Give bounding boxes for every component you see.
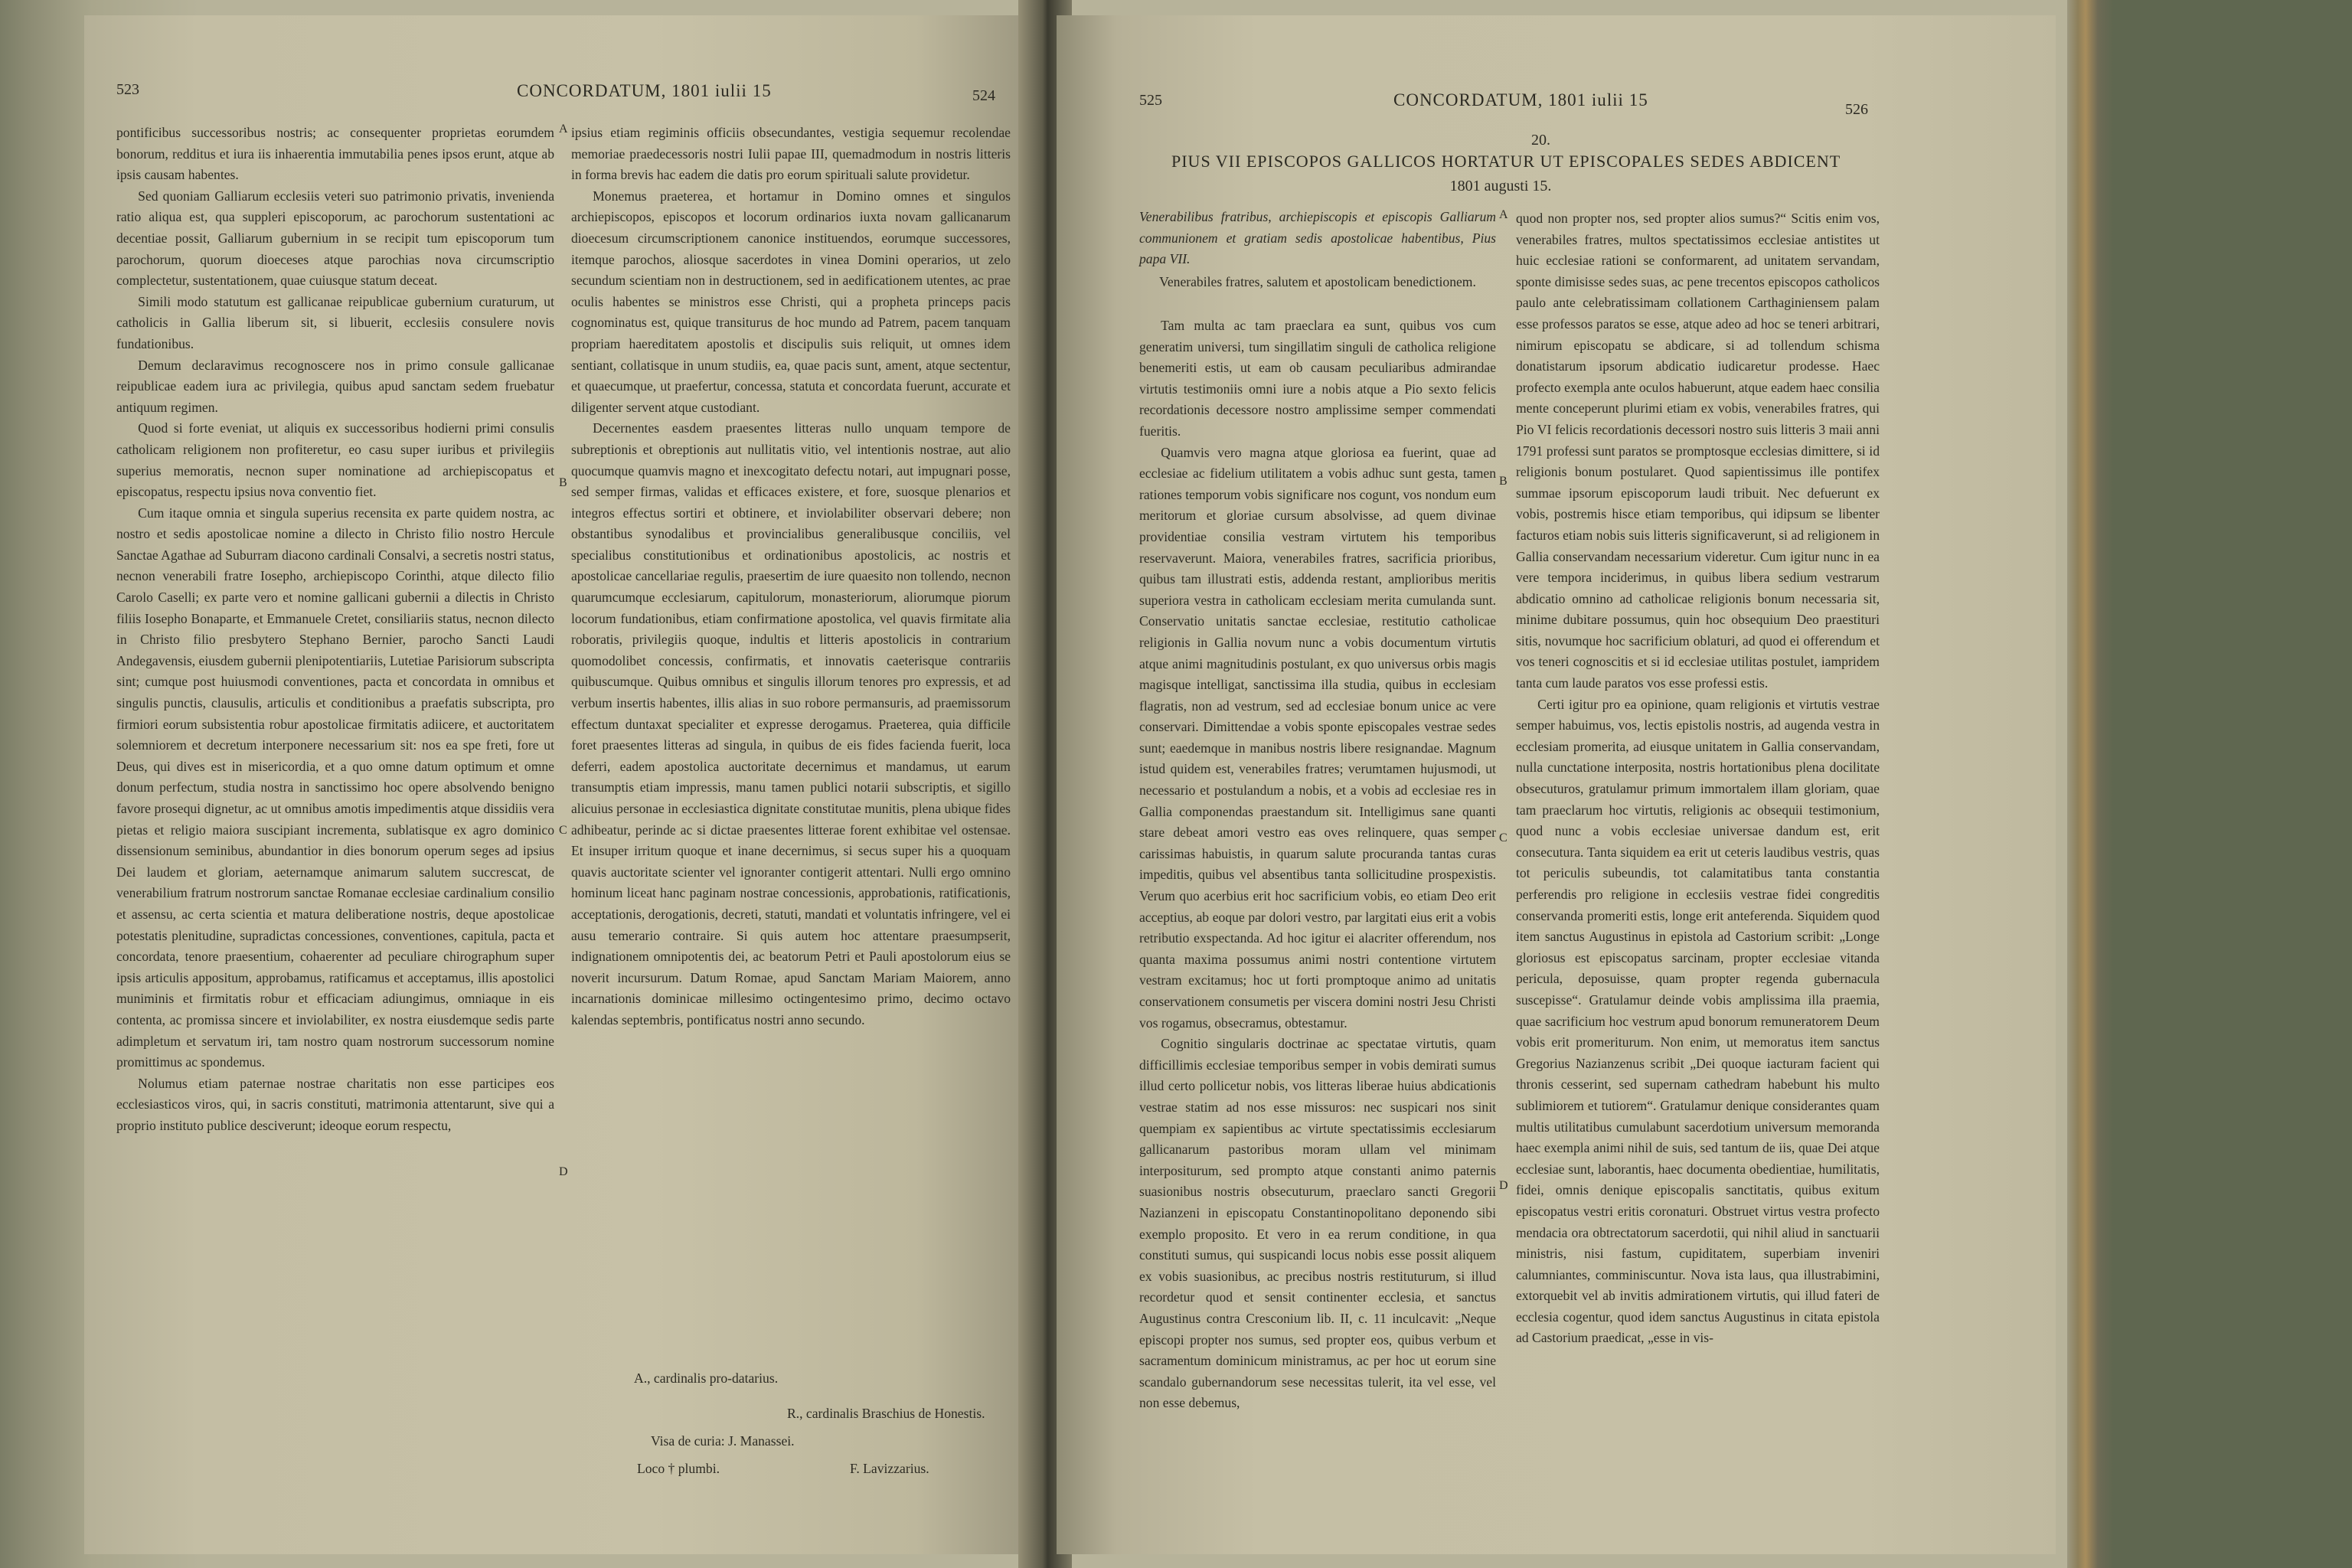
margin-marker: C [559, 824, 567, 837]
paragraph: Tam multa ac tam praeclara ea sunt, quibus vos cum generatim universi, tum singillatim singuli de catholica religione benemeriti estis, ut eam ob causam peculiaribus admirandae virtutis testimoniis omni iure a nobis atque a Pio sexto felicis recordationis decessore nostro amplissime semper commendati fueritis. [1139, 318, 1496, 439]
left-page [84, 15, 1030, 1554]
text-column-right [571, 122, 1011, 1031]
page-number: 524 [972, 87, 995, 104]
paragraph: Nolumus etiam paternae nostrae charitatis non esse participes eos ecclesiasticos viros, qui, in sacris constituti, matrimonia attentarunt, sive qui a proprio instituto publice desciverunt; ideoque eorum respectu, [116, 1075, 554, 1133]
margin-marker: A [559, 122, 568, 136]
margin-marker: D [559, 1165, 568, 1178]
visa-de-curia: Visa de curia: J. Manassei. [651, 1433, 795, 1449]
paragraph: Monemus praeterea, et hortamur in Domino omnes et singulos archiepiscopos, episcopos et locorum ordinarios iuxta novam gallicanarum dioecesum circumscriptionem canonice instituendos, eorumque successores, itemque parochos, aliosque sacerdotes in vinea Domini operarios, ut zelo secundum scientiam non in destructionem, sed in aedificationem utentes, ac prae oculis habentes se ministros esse Christi, qui a propheta princeps pacis cognominatus est, quique transiturus de hoc mundo ad Patrem, pacem tanquam propriam haereditatem apostolis et discipulis suis reliquit, ut omnes idem sentiant, collatisque in unum studiis, ea, quae pacis sunt, ament, atque sectentur, et quaecumque, ut praefertur, concessa, statuta et concordata fuerunt, accurate et diligenter servent atque custodiant. [571, 188, 1011, 415]
page-number: 525 [1139, 92, 1162, 109]
paragraph: pontificibus successoribus nostris; ac consequenter proprietas eorumdem bonorum, redditus et iura iis inhaerentia immutabilia penes ipsos erunt, atque ab ipsis causam habentes. [116, 125, 554, 183]
text-column-left [116, 122, 554, 1137]
running-head: CONCORDATUM, 1801 iulii 15 [1393, 90, 1648, 109]
paragraph: Certi igitur pro ea opinione, quam religionis et virtutis vestrae semper habuimus, vos, lectis epistolis nostris, ad augenda vestra in ecclesiam promerita, ad eiusque unitatem in Gallia conservandam, nulla cunctatione interposita, nostris hortationibus plena docilitate obsecuturos, gratulamur primum immortalem illam gloriam, quae tam praeclarum hoc virtutis, religionis ac obsequii testimonium, quod nunc a vobis ecclesiae universae dandum est, erit consecutura. Tanta siquidem ea erit ut ceteris laudibus vestris, quas tot periculis subeundis, tot calamitatibus tanta constantia perferendis pro religione in ecclesiis vestrae fidei congreditis conservanda promeriti estis, longe erit anteferenda. Siquidem quod item sanctus Augustinus in epistola ad Castorium scribit: „Longe gloriosus est episcopatus sarcinam, propter ecclesiae vitanda pericula, deposuisse, quam propter regenda gubernacula suscepisse“. Gratulamur deinde vobis amplissima illa praemia, quae sacrificium hoc vestrum apud bonorum remuneratorem Deum vobis erit promeriturum. Non enim, ut memoratus item sanctus Gregorius Nazianzenus scribit „Dei quoque iacturam facient qui thronis cesserint, sed supernam cathedram habebunt his multo sublimiorem et tutiorem“. Gratulamur denique considerantes quam multis utilitatibus cumulabunt sacerdotium universum memoranda haec exempla animi nihil de suis, sed tantum de iis, quae Dei atque ecclesiae sunt, laborantis, haec documenta obedientiae, humilitatis, fidei, omnis denique episcopalis sanctitatis, quibus exitum episcopatus vestri eritis coronaturi. Obstruet virtus vestra profecto mendacia ora obtrectatorum sacerdotii, qui nihil aliud in sanctuarii ministris, nisi fastum, cupiditatem, superbiam inveniri calumniantes, comminiscuntur. Nova ista laus, qua illustrabimini, extorquebit vel ab invitis admirationem virtutis, qui illud fateri de ecclesia cogentur, quod idem sanctus Augustinus in citata epistola ad Castorium praedicat, „esse in vis- [1516, 696, 1880, 1346]
paragraph: Cognitio singularis doctrinae ac spectatae virtutis, quam difficillimis ecclesiae temporibus semper in vobis demirati sumus illud certo pollicetur nobis, vos litteras liberae huius abdicationis vestrae statim ad nos esse missuros: nec suspicari nos sinit quempiam ex sapientibus ac virtute spectatissimis ecclesiarum gallicanarum pastoribus moram ullam vel minimam interpositurum, sed prompto atque constanti animo paternis suasionibus nostris obsecuturum, praeclaro sancti Gregorii Nazianzeni in episcopatu Constantinopolitano deponendo sibi exemplo proposito. Et vero in ea rerum conditione, in qua constituti sumus, qui suspicandi locus nobis esse possit aliquem ex vobis suasionibus, ac precibus nostris restituturum, si illud recordetur quod et sensit continenter ecclesia, et sanctus Augustinus contra Cresconium lib. II, c. 11 inculcavit: „Neque episcopi propter nos sumus, sed propter eos, quibus verbum et sacramentum dominicum ministramus, ac per hoc ut eorum sine scandalo gubernandorum sese necessitas tulerit, ita vel esse, vel non esse debemus, [1139, 1036, 1496, 1411]
book-cover-edge [2067, 0, 2352, 1568]
loco-plumbi: Loco † plumbi. [637, 1461, 720, 1476]
right-page [1057, 15, 2056, 1554]
running-head: CONCORDATUM, 1801 iulii 15 [517, 81, 772, 100]
document-title: PIUS VII EPISCOPOS GALLICOS HORTATUR UT EPISCOPALES SEDES ABDICENT [1171, 152, 1841, 171]
signature-prodatarius: A., cardinalis pro-datarius. [634, 1370, 779, 1386]
paragraph: Decernentes easdem praesentes litteras nullo unquam tempore de subreptionis et obreptionis aut nullitatis vitio, vel intentionis nostrae, aut alio quocumque quamvis magno et inexcogitato defectu notari, aut impugnari posse, sed semper firmas, validas et efficaces existere, et fore, suosque plenarios et integros effectus sortiri et obtinere, et inviolabiliter observari debere; non obstantibus synodalibus et provincialibus generalibusque conciliis, vel specialibus constitutionibus et ordinationibus apostolicis, ac nostris et apostolicae cancellariae regulis, praesertim de iure quaesito non tollendo, necnon quarumcumque ecclesiarum, capitulorum, monasteriorum, aliorumque piorum locorum fundationibus, etiam confirmatione apostolica, vel quavis firmitate alia roboratis, privilegiis quoque, indultis et litteris apostolicis in contrarium quomodolibet concessis, confirmatis, et innovatis caeterisque contrariis quibuscumque. Quibus omnibus et singulis illorum tenores pro expressis, et ad verbum insertis habentes, illis alias in suo robore permansuris, ad praemissorum effectum duntaxat specialiter et expresse derogamus. Praeterea, quia difficile foret praesentes litteras ad singula, in quibus de eis fides facienda fuerit, loca deferri, eadem apostolica auctoritate decernimus et mandamus, ut earum transumptis etiam impressis, manu tamen publici notarii subscriptis, et sigillo alicuius personae in ecclesiastica dignitate constitutae munitis, plena ubique fides adhibeatur, perinde ac si dictae praesentes litterae forent exhibitae vel ostensae. Et insuper irritum quoque et inane decernimus, si secus super his a quoquam quavis auctoritate scienter vel ignoranter contigerit attentari. Nulli ergo omnino hominum liceat hanc paginam nostrae concessionis, approbationis, ratificationis, acceptationis, derogationis, decreti, statuti, mandati et voluntatis infringere, vel ei ausu temerario contraire. Si quis autem hoc attentare praesumpserit, indignationem omnipotentis dei, ac beatorum Petri et Pauli apostolorum eius se noverit incursurum. Datum Romae, apud Sanctam Mariam Maiorem, anno incarnationis dominicae millesimo octingentesimo primo, decimo octavo kalendas septembris, pontificatus nostri anno secundo. [571, 420, 1011, 1027]
paragraph: Sed quoniam Galliarum ecclesiis veteri suo patrimonio privatis, invenienda ratio aliqua est, qua suppleri episcoporum, ac parochorum sustentationi ac decentiae possit, Galliarum gubernium in se recipit tum episcoporum tum parochorum, quorum dioeceses atque parochias nova circumscriptio complectetur, sustentationem, quae cuiusque statum deceat. [116, 188, 554, 289]
paragraph: Cum itaque omnia et singula superius recensita ex parte quidem nostra, ac nostro et sedis apostolicae nomine a dilecto in Christo filio nostro Hercule Sanctae Agathae ad Suburram diacono cardinali Consalvi, a secretis nostri status, necnon venerabili fratre Iosepho, archiepiscopo Corinthi, atque dilecto filio Carolo Caselli; ex parte vero et nomine gallicani gubernii a dilectis in Christo filiis Iosepho Bonaparte, et Emmanuele Cretet, consiliariis status, necnon dilecto in Christo filio presbytero Stephano Bernier, parocho Sancti Laudi Andegavensis, eiusdem gubernii plenipotentiariis, Lutetiae Parisiorum subscripta sint; cumque post huiusmodi conventiones, pacta et concordata in omnibus et singulis punctis, clausulis, articulis et conditionibus a praefatis subscripta, pro firmiori eorum subsistentia robur apostolicae firmitatis adiicere, et auctoritatem solemniorem et decretum interponere necessarium sit: nos ea spe freti, fore ut Deus, qui dives est in misericordia, et a quo omne datum optimum et omne donum perfectum, studia nostra in sanctissimo hoc opere absolvendo benigno favore prosequi dignetur, ac ut omnibus amotis impedimentis atque dissidiis vera pietas et religio maiora suscipiant incrementa, sublatisque ex agro dominico dissensionum seminibus, abundantior in dies bonorum operum seges ad ipsius Dei laudem et gloriam, aeternamque animarum salutem succrescat, de venerabilium fratrum nostrorum sanctae Romanae ecclesiae cardinalium consilio et assensu, ac certa scientia et matura deliberatione nostris, deque apostolicae potestatis plenitudine, supradictas concessiones, conventiones, capitula, pacta et concordata, tenore praesentium, cohaerenter ad peculiare chirographum super ipsis articulis appositum, approbamus, ratificamus et acceptamus, illis apostolici muniminis et firmitatis robur et efficaciam adiungimus, omniaque in eis contenta, ac promissa sincere et inviolabiliter, ex nostra eiusdemque sedis parte adimpletum et servatum iri, tam nostro quam nostrorum successorum nomine promittimus ac spondemus. [116, 505, 554, 1070]
margin-marker: B [1499, 475, 1508, 488]
signature-lavizzarius: F. Lavizzarius. [850, 1461, 929, 1476]
document-date: 1801 augusti 15. [1449, 178, 1552, 194]
paragraph: Simili modo statutum est gallicanae reipublicae gubernium curaturum, ut catholicis in Gallia liberum sit, si libuerit, ecclesiis consulere novis fundationibus. [116, 293, 554, 351]
paragraph: Quamvis vero magna atque gloriosa ea fuerint, quae ad ecclesiae ac fidelium utilitatem a vobis adhuc sunt gesta, tamen rationes temporum vobis significare nos cogunt, vos nondum eum meritorum et gloriae cursum absolvisse, ad quem divinae providentiae consilia vestram virtutem his temporibus reservaverunt. Maiora, venerabiles fratres, sacrificia prioribus, quibus tam illustrati estis, addenda restant, amplioribus meritis superiora vestra in catholicam ecclesiam merita cumulanda sunt. Conservatio unitatis sanctae ecclesiae, restitutio catholicae religionis in Gallia novum nunc a vobis documentum virtutis atque animi magnitudinis postulant, ex quo universus orbis magis magisque intelligat, sanctissima illa studia, quibus in ecclesiam flagratis, non ad vestrum, sed ad ecclesiae bonum unice ac vere conservari. Dimittendae a vobis sponte episcopales vestrae sedes sunt; eaedemque in manibus nostris libere resignandae. Magnum istud quidem est, venerabiles fratres; verumtamen hujusmodi, ut necessario et postulandum a nobis, et a vobis ad ecclesiae res in Gallia componendas praestandum sit. Intelligimus sane quanti stare debeat amori vestro eas oves relinquere, quas semper carissimas habuistis, in quarum salute procuranda tantas curas impeditis, quibus vel absentibus tanta sollicitudine prospexistis. Verum quo acerbius erit hoc sacrificium vobis, eo etiam Deo erit acceptius, ab eoque par dolori vestro, par largitati eius erit a vobis retributio exspectanda. Ad hoc igitur ei alacriter offerendum, nos quanta maxima possumus animi nostri contentione virtutem vestram excitamus; hoc ut forti promptoque animo ad unitatis conservationem consumetis per viscera domini nostri Jesu Christi vos rogamus, obsecramus, obtestamur. [1139, 444, 1496, 1031]
paragraph: Quod si forte eveniat, ut aliquis ex successoribus hodierni primi consulis catholicam religionem non profiteretur, eo casu super iuribus et privilegiis superius memoratis, necnon super nominatione ad archiepiscopatus et episcopatus, respectu ipsius nova conventio fiet. [116, 420, 554, 500]
document-number: 20. [1531, 132, 1550, 149]
address-line: Venerabilibus fratribus, archiepiscopis et episcopis Galliarum communionem et gratiam sedis apostolicae habentibus, Pius papa VII. [1139, 209, 1496, 267]
paragraph: quod non propter nos, sed propter alios sumus?“ Scitis enim vos, venerabiles fratres, multos spectatissimos ecclesiae antistites ut huic ecclesiae rationi se conformarent, ad unitatem servandam, sponte dimisisse sedes suas, ac pene trecentos episcopos catholicos paulo ante celebratissimam collationem Carthaginiensem palam esse professos paratos se esse, atque adeo ad hoc se teneri arbitrari, nimirum episcopatu se abdicare, si ad tollendum schisma donatistarum ipsorum abdicatio iudicaretur prodesse. Haec profecto exempla ante oculos habuerunt, atque eadem haec consilia mente conceperunt plurimi etiam ex vobis, venerabiles fratres, qui Pio VI felicis recordationis decessori nostro suis litteris 3 maii anni 1791 professi sunt paratos se promptosque ecclesias dimittere, si id religionis bonum postularet. Quod sapientissimus ille pontifex summae ipsorum episcoporum laudi tribuit. Nec defuerunt ex vobis, postremis hisce etiam temporibus, qui idipsum se libenter facturos etiam nobis suis litteris significaverunt, si ad religionem in Gallia conservandam necessarium videretur. Cum igitur nunc in ea vere tempora inciderimus, in quibus libera sedium vestrarum abdicatio omnino ad catholicae religionis bonum necessaria sit, minime dubitare possumus, quin hoc obsequium Deo praestituri sitis, novumque hoc sacrificium oblaturi, ad quod ei offerendum et vos teneri cognoscitis et si id ecclesiae utilitas postulet, iampridem tanta cum laude paratos vos esse professi estis. [1516, 211, 1880, 691]
text-column-right [1516, 208, 1880, 1349]
paragraph: ipsius etiam regiminis officiis obsecundantes, vestigia sequemur recolendae memoriae praedecessoris nostri Iulii papae III, quemadmodum in nostris litteris in forma brevis hac eadem die datis pro eorum spirituali salute providetur. [571, 125, 1011, 183]
paragraph: Demum declaravimus recognoscere nos in primo consule gallicanae reipublicae eadem iura ac privilegia, quibus apud sanctam sedem fruebatur antiquum regimen. [116, 357, 554, 415]
page-number: 523 [116, 81, 139, 98]
text-column-left [1139, 315, 1496, 1414]
margin-marker: D [1499, 1179, 1508, 1192]
signature-braschius: R., cardinalis Braschius de Honestis. [787, 1406, 985, 1421]
margin-marker: C [1499, 831, 1508, 844]
margin-marker: B [559, 476, 567, 489]
page-number: 526 [1845, 101, 1868, 118]
margin-marker: A [1499, 208, 1508, 221]
salutation: Venerabiles fratres, salutem et apostolicam benedictionem. [1159, 274, 1476, 289]
